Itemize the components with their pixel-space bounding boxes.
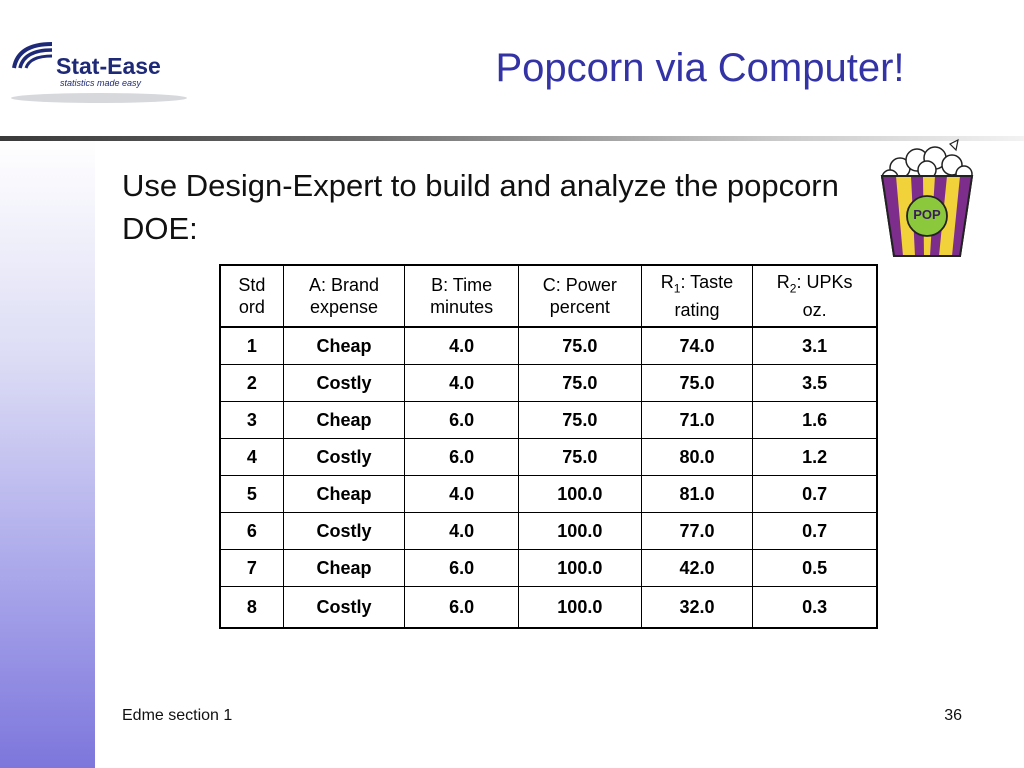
table-row [220,402,877,439]
cell-taste: 77.0 [641,513,753,550]
cell-brand-expense: Costly [283,365,404,402]
cell-upks: 3.1 [753,327,877,365]
slide-page-number: 36 [944,707,962,724]
table-row [220,365,877,402]
table-row [220,439,877,476]
cell-upks: 0.7 [753,476,877,513]
cell-brand-expense: Costly [283,439,404,476]
cell-upks: 0.5 [753,550,877,587]
cell-taste: 74.0 [641,327,753,365]
table-row [220,587,877,629]
cell-std-order: 7 [220,550,283,587]
cell-taste: 80.0 [641,439,753,476]
table-row [220,550,877,587]
cell-std-order: 8 [220,587,283,629]
cell-brand-expense: Cheap [283,402,404,439]
cell-upks: 0.3 [753,587,877,629]
cell-taste: 81.0 [641,476,753,513]
footer-section-label: Edme section 1 [122,707,233,724]
cell-std-order: 1 [220,327,283,365]
cell-upks: 3.5 [753,365,877,402]
slide-title: Popcorn via Computer! [495,46,905,90]
cell-std-order: 5 [220,476,283,513]
cell-taste: 32.0 [641,587,753,629]
cell-upks: 1.2 [753,439,877,476]
popcorn-bucket-icon [872,138,982,260]
cell-std-order: 2 [220,365,283,402]
cell-upks: 0.7 [753,513,877,550]
cell-time: 4.0 [405,476,519,513]
cell-power: 100.0 [518,550,641,587]
cell-time: 6.0 [405,550,519,587]
cell-power: 100.0 [518,476,641,513]
cell-upks: 1.6 [753,402,877,439]
logo-brand-text: Stat-Ease [56,53,161,79]
cell-taste: 71.0 [641,402,753,439]
cell-std-order: 4 [220,439,283,476]
slide-bullet-text: Use Design-Expert to build and analyze the popcorn DOE: [122,168,839,246]
cell-std-order: 6 [220,513,283,550]
cell-time: 4.0 [405,513,519,550]
cell-taste: 42.0 [641,550,753,587]
cell-brand-expense: Cheap [283,476,404,513]
cell-power: 75.0 [518,439,641,476]
cell-brand-expense: Costly [283,513,404,550]
popcorn-doe-table [219,264,878,629]
cell-power: 75.0 [518,365,641,402]
left-gradient-band [0,140,95,768]
header-taste-rating: $R_1$: Taste rating [641,265,753,327]
cell-time: 6.0 [405,439,519,476]
header-upks-oz: $R_2$: UPKs oz. [753,265,877,327]
cell-brand-expense: Costly [283,587,404,629]
cell-brand-expense: Cheap [283,550,404,587]
cell-time: 4.0 [405,327,519,365]
cell-time: 6.0 [405,587,519,629]
popcorn-pop-label: POP [913,207,941,222]
header-brand-expense: A: Brand expense [283,265,404,327]
cell-time: 4.0 [405,365,519,402]
table-row [220,513,877,550]
table-row [220,476,877,513]
header-power-percent: C: Power percent [518,265,641,327]
cell-power: 100.0 [518,513,641,550]
cell-std-order: 3 [220,402,283,439]
cell-power: 100.0 [518,587,641,629]
stat-ease-logo [4,38,194,108]
table-row [220,327,877,365]
header-time-minutes: B: Time minutes [405,265,519,327]
cell-power: 75.0 [518,327,641,365]
table-header-row [220,265,877,327]
cell-time: 6.0 [405,402,519,439]
cell-power: 75.0 [518,402,641,439]
header-std-order: Std ord [220,265,283,327]
logo-tagline-text: statistics made easy [60,78,142,88]
header-divider [0,136,1024,141]
cell-brand-expense: Cheap [283,327,404,365]
cell-taste: 75.0 [641,365,753,402]
